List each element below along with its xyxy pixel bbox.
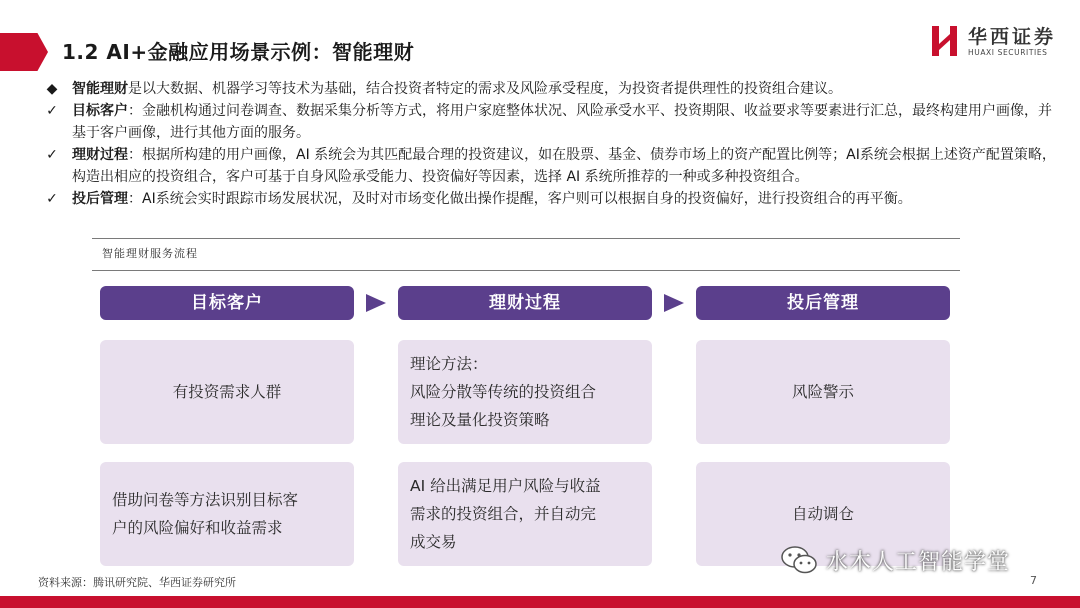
footer-bar: [0, 596, 1080, 608]
checkmark-icon: ✓: [46, 103, 58, 119]
checkmark-icon: ✓: [46, 147, 58, 163]
page-title: 1.2 AI+金融应用场景示例：智能理财: [62, 40, 415, 64]
watermark: [780, 540, 1010, 580]
watermark-text: 水木人工智能学堂: [826, 549, 1011, 575]
bullet-list: [42, 78, 1062, 210]
diagram-box-r2c2: [398, 462, 652, 566]
diagram-top-rule: [92, 238, 960, 239]
bullet-item: [42, 188, 1062, 210]
logo-english-name: HUAXI SECURITIES: [968, 48, 1048, 57]
stage-header-target-customer: 目标客户: [100, 286, 354, 320]
logo-chinese-name: 华西证券: [968, 26, 1057, 48]
diagram-caption-rule: [92, 270, 960, 271]
flow-arrow-icon: [366, 294, 386, 312]
company-logo: [930, 22, 1070, 62]
stage-header-wealth-process: 理财过程: [398, 286, 652, 320]
diamond-bullet-icon: ◆: [46, 81, 58, 97]
box-text: 理论方法： 风险分散等传统的投资组合 理论及量化投资策略: [410, 355, 597, 429]
bullet-label: 理财过程: [72, 147, 128, 163]
wechat-icon: [780, 544, 818, 576]
diagram-caption: 智能理财服务流程: [102, 247, 198, 260]
title-accent-tab: [0, 33, 48, 71]
box-text: 有投资需求人群: [172, 383, 282, 401]
bullet-label: 目标客户: [72, 103, 128, 119]
bullet-label: 投后管理: [72, 191, 128, 207]
bullet-text: ：根据所构建的用户画像，AI 系统会为其匹配最合理的投资建议，如在股票、基金、债券市场上的资产配置比例等；AI系统会根据上述资产配置策略，构造出相应的投资组合，客户可基于自身风险承受能力、投资偏好等因素，选择 AI 系统所推荐的一种或多种投资组合。: [72, 147, 1056, 185]
checkmark-icon: ✓: [46, 191, 58, 207]
bullet-item: [42, 144, 1062, 188]
bullet-text: ：AI系统会实时跟踪市场发展状况，及时对市场变化做出操作提醒，客户则可以根据自身的投资偏好，进行投资组合的再平衡。: [128, 191, 912, 207]
bullet-item: [42, 78, 1062, 100]
bullet-item: [42, 100, 1062, 144]
diagram-box-r1c3: [696, 340, 950, 444]
diagram-box-r2c1: [100, 462, 354, 566]
bullet-text: 是以大数据、机器学习等技术为基础，结合投资者特定的需求及风险承受程度，为投资者提供理性的投资组合建议。: [128, 81, 842, 97]
stage-header-post-investment: 投后管理: [696, 286, 950, 320]
diagram-box-r1c1: [100, 340, 354, 444]
flow-arrow-icon: [664, 294, 684, 312]
huaxi-logo-icon: [930, 24, 960, 58]
bullet-label: 智能理财: [72, 81, 128, 97]
box-text: 借助问卷等方法识别目标客 户的风险偏好和收益需求: [112, 491, 299, 537]
page-number: 7: [1030, 574, 1037, 587]
bullet-text: ：金融机构通过问卷调查、数据采集分析等方式，将用户家庭整体状况、风险承受水平、投资期限、收益要求等要素进行汇总，最终构建用户画像，并基于客户画像，进行其他方面的服务。: [72, 103, 1052, 141]
box-text: 自动调仓: [791, 505, 854, 523]
diagram-box-r1c2: [398, 340, 652, 444]
box-text: AI 给出满足用户风险与收益 需求的投资组合，并自动完 成交易: [410, 477, 601, 551]
source-note: 资料来源：腾讯研究院、华西证券研究所: [38, 576, 236, 589]
box-text: 风险警示: [791, 383, 854, 401]
